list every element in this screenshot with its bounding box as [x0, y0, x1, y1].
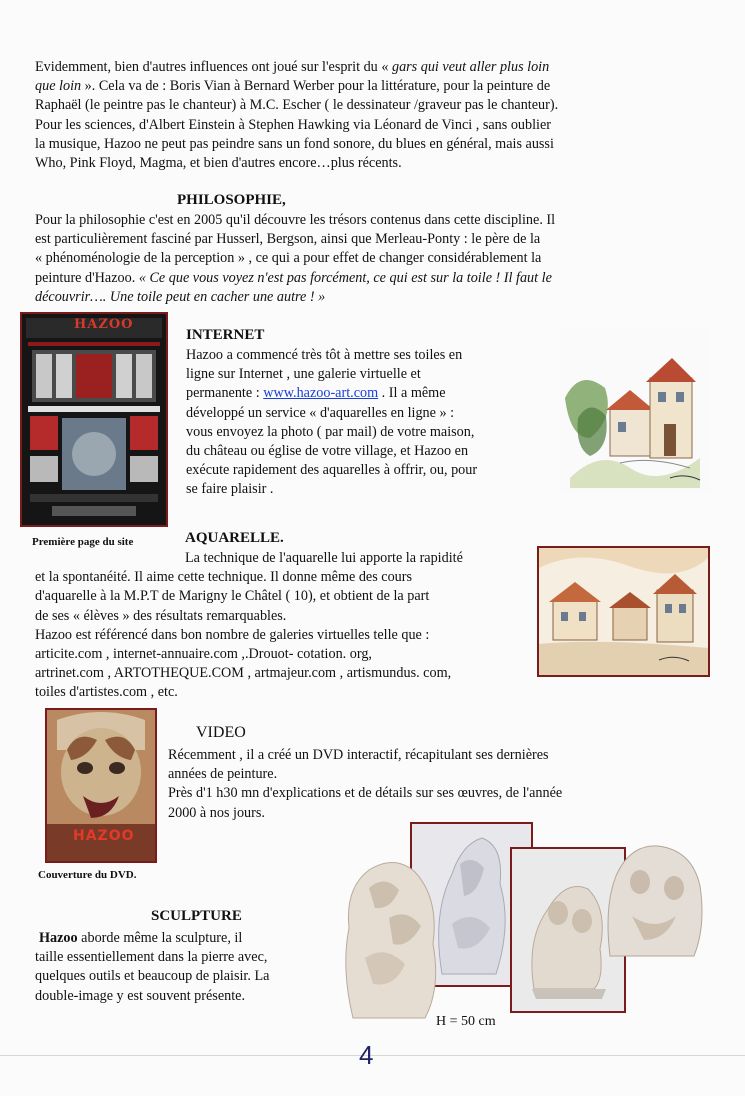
page-number: 4 — [359, 1040, 374, 1070]
sculpture-photo-1 — [335, 848, 447, 1028]
internet-line: du château ou église de votre village, et Hazoo en — [186, 443, 469, 460]
intro-italic-quote: gars qui veut aller plus loin — [391, 59, 550, 75]
sculpture-line: double-image y est souvent présente. — [35, 987, 245, 1004]
watercolor-house-painting — [560, 328, 710, 493]
philosophie-line: Pour la philosophie c'est en 2005 qu'il découvre les trésors contenus dans cette discipline. Il — [35, 212, 556, 228]
dvd-caption: Couverture du DVD. — [38, 869, 137, 881]
philosophie-line: est particulièrement fasciné par Husserl, Bergson, ainsi que Merleau-Ponty : le père de la — [35, 231, 541, 248]
philosophie-heading: PHILOSOPHIE, — [177, 192, 286, 208]
internet-line: exécute rapidement des aquarelles à offrir, ou, pour — [186, 462, 478, 479]
video-line: Récemment , il a créé un DVD interactif, récapitulant ses dernières — [168, 747, 549, 763]
intro-line: Evidemment, bien d'autres influences ont joué sur l'esprit du « gars qui veut aller plus loin — [35, 59, 550, 75]
aquarelle-line: et la spontanéité. Il aime cette technique. Il donne même des cours — [35, 569, 413, 586]
website-caption: Première page du site — [32, 536, 134, 548]
internet-line: développé un service « d'aquarelles en ligne » : — [186, 404, 455, 421]
aquarelle-paragraph — [35, 549, 535, 703]
aquarelle-line: articite.com , internet-annuaire.com ,.Drouot- cotation. org, — [35, 646, 372, 663]
philosophie-quote: « Ce que vous voyez n'est pas forcément, ce qui est sur la toile ! Il faut le — [138, 269, 552, 286]
internet-line: permanente : www.hazoo-art.com . Il a même — [186, 385, 446, 402]
video-line: 2000 à nos jours. — [168, 804, 265, 821]
internet-line: se faire plaisir . — [186, 481, 274, 498]
internet-paragraph — [186, 346, 551, 500]
aquarelle-line: de ses « élèves » des résultats remarquables. — [35, 607, 287, 624]
philosophie-line: « phénoménologie de la perception » , ce qui a pour effet de changer considérablement la — [35, 250, 542, 267]
philosophie-paragraph — [35, 211, 685, 307]
intro-line: que loin ». Cela va de : Boris Vian à Bernard Werber pour la littérature, pour la peinture de — [35, 78, 551, 95]
intro-line: Pour les sciences, d'Albert Einstein à Stephen Hawking via Léonard de Vinci , sans oublier — [35, 116, 552, 133]
website-screenshot — [20, 312, 168, 527]
philosophie-line: peinture d'Hazoo. « Ce que vous voyez n'est pas forcément, ce qui est sur la toile ! Il faut le — [35, 269, 552, 286]
sculpture-line: quelques outils et beaucoup de plaisir. La — [35, 968, 270, 985]
sculpture-line: taille essentiellement dans la pierre avec, — [35, 949, 268, 966]
aquarelle-line: La technique de l'aquarelle lui apporte la rapidité — [185, 550, 463, 566]
internet-line: vous envoyez la photo ( par mail) de votre maison, — [186, 423, 475, 440]
video-heading: VIDEO — [196, 724, 246, 741]
aquarelle-line: toiles d'artistes.com , etc. — [35, 684, 178, 701]
aquarelle-line: d'aquarelle à la M.P.T de Marigny le Châtel ( 10), et obtient de la part — [35, 588, 430, 605]
internet-line: Hazoo a commencé très tôt à mettre ses toiles en — [186, 347, 463, 363]
website-logo: HAZOO — [74, 317, 134, 332]
sculpture-line: Hazoo aborde même la sculpture, il — [39, 930, 243, 946]
intro-line: la musique, Hazoo ne peut pas peindre sans un fond sonore, du blues en général, mais aussi — [35, 135, 554, 152]
video-line: Près d'1 h30 mn d'explications et de détails sur ses œuvres, de l'année — [168, 785, 563, 802]
sculpture-photo-4 — [600, 836, 708, 966]
intro-paragraph — [35, 58, 675, 173]
internet-heading: INTERNET — [186, 327, 265, 343]
watercolor-village-painting — [537, 546, 710, 677]
website-screenshot-image — [22, 314, 166, 525]
internet-line: ligne sur Internet , une galerie virtuelle et — [186, 366, 421, 383]
video-paragraph — [168, 746, 678, 823]
philosophie-quote-end: découvrir…. Une toile peut en cacher une autre ! » — [35, 288, 326, 305]
watercolor-village-image — [539, 548, 708, 675]
sculpture-artist-name: Hazoo — [39, 930, 78, 946]
dvd-cover — [45, 708, 157, 863]
aquarelle-heading: AQUARELLE. — [185, 530, 284, 546]
aquarelle-line: Hazoo est référencé dans bon nombre de galeries virtuelles telle que : — [35, 626, 430, 643]
sculpture-dimension: H = 50 cm — [436, 1014, 496, 1029]
intro-line: Who, Pink Floyd, Magma, et bien d'autres encore…plus récents. — [35, 155, 402, 172]
aquarelle-line: artrinet.com , ARTOTHEQUE.COM , artmajeur.com , artismundus. com, — [35, 665, 452, 682]
sculpture-heading: SCULPTURE — [151, 908, 242, 924]
intro-line: Raphaël (le peintre pas le chanteur) à M.C. Escher ( le dessinateur /graveur pas le chanteur). — [35, 97, 559, 114]
dvd-logo: HAZOO — [73, 828, 135, 844]
video-line: années de peinture. — [168, 766, 278, 783]
website-link[interactable]: www.hazoo-art.com — [263, 385, 379, 402]
sculpture-paragraph — [35, 929, 335, 1006]
